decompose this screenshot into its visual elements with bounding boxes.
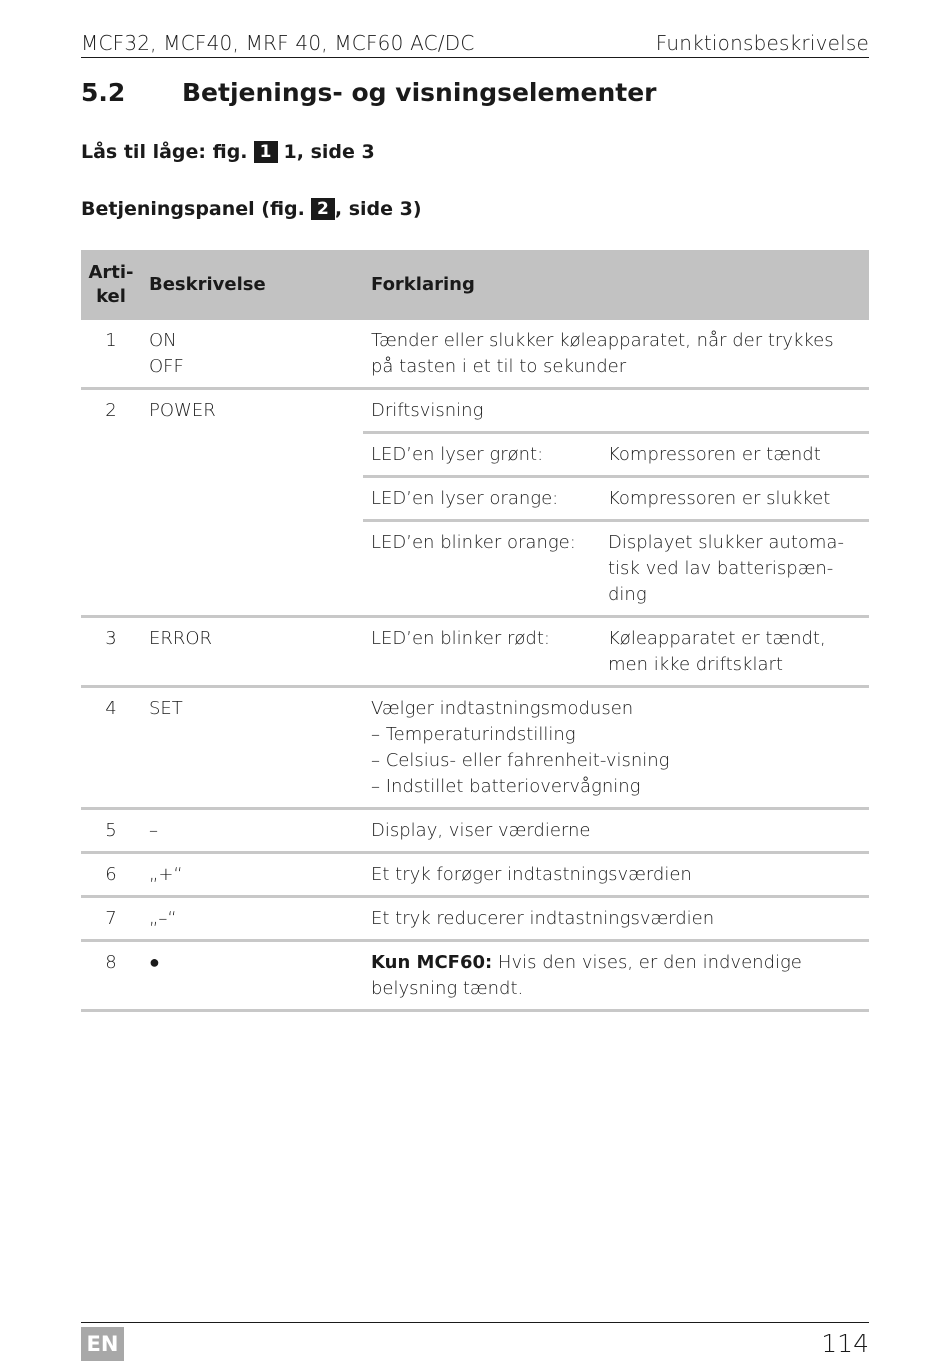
led-condition: LED’en lyser grønt: — [363, 433, 600, 477]
model-note: Kun MCF60: — [371, 952, 493, 973]
explanation: Display, viser værdierne — [363, 809, 869, 853]
explanation: Tænder eller slukker køleapparatet, når der trykkes på tasten i et til to sekunder — [363, 320, 869, 389]
article-number: 7 — [81, 897, 141, 941]
lock-reference — [81, 141, 375, 163]
description: „–“ — [141, 897, 363, 941]
header-article: Arti- kel — [81, 250, 141, 320]
table-row — [81, 320, 869, 389]
panel-suffix: , side 3) — [334, 198, 422, 220]
language-badge: EN — [81, 1327, 124, 1361]
explanation-text: Hvis den vises, er den indvendige belysning tændt. — [371, 952, 802, 999]
article-number: 8 — [81, 941, 141, 1011]
table-row — [81, 617, 869, 687]
description: ON OFF — [141, 320, 363, 389]
article-number: 5 — [81, 809, 141, 853]
panel-label: Betjeningspanel (fig. — [81, 198, 305, 220]
light-dot-icon: ● — [141, 941, 363, 1011]
led-meaning: Kompressoren er slukket — [600, 477, 869, 521]
figure-number-badge: 1 — [254, 141, 278, 163]
controls-table — [81, 250, 869, 1012]
table-row — [81, 687, 869, 809]
header-models: MCF32, MCF40, MRF 40, MCF60 AC/DC — [81, 31, 475, 55]
page-footer — [81, 1322, 869, 1363]
description: SET — [141, 687, 363, 809]
page-header — [81, 28, 869, 58]
table-row — [81, 389, 869, 433]
explanation: Et tryk forøger indtastningsværdien — [363, 853, 869, 897]
panel-reference — [81, 198, 422, 220]
article-number: 2 — [81, 389, 141, 617]
header-chapter: Funktionsbeskrivelse — [655, 31, 869, 55]
led-meaning: Kompressoren er tændt — [600, 433, 869, 477]
explanation: Driftsvisning — [363, 389, 869, 433]
led-meaning: Displayet slukker automa-tisk ved lav batterispæn-ding — [600, 521, 869, 617]
table-row — [81, 809, 869, 853]
lock-suffix: 1, side 3 — [283, 141, 375, 163]
article-number: 1 — [81, 320, 141, 389]
article-number: 6 — [81, 853, 141, 897]
led-condition: LED’en lyser orange: — [363, 477, 600, 521]
header-explanation: Forklaring — [363, 250, 869, 320]
article-number: 3 — [81, 617, 141, 687]
explanation: Vælger indtastningsmodusen – Temperaturindstilling – Celsius- eller fahrenheit-visning – Indstillet batteriovervågning — [363, 687, 869, 809]
table-row — [81, 853, 869, 897]
led-condition: LED’en blinker rødt: — [363, 617, 600, 687]
section-title: Betjenings- og visningselementer — [182, 78, 657, 107]
description: „+“ — [141, 853, 363, 897]
section-heading — [81, 78, 657, 107]
table-row — [81, 941, 869, 1011]
description: – — [141, 809, 363, 853]
table-header-row — [81, 250, 869, 320]
explanation: Et tryk reducerer indtastningsværdien — [363, 897, 869, 941]
header-description: Beskrivelse — [141, 250, 363, 320]
description: ERROR — [141, 617, 363, 687]
lock-label: Lås til låge: fig. — [81, 141, 248, 163]
led-meaning: Køleapparatet er tændt, men ikke driftsklart — [600, 617, 869, 687]
figure-number-badge: 2 — [311, 198, 335, 220]
explanation — [363, 941, 869, 1011]
article-number: 4 — [81, 687, 141, 809]
section-number: 5.2 — [81, 78, 126, 107]
description: POWER — [141, 389, 363, 617]
led-condition: LED’en blinker orange: — [363, 521, 600, 617]
page-number: 114 — [821, 1329, 869, 1358]
table-row — [81, 897, 869, 941]
